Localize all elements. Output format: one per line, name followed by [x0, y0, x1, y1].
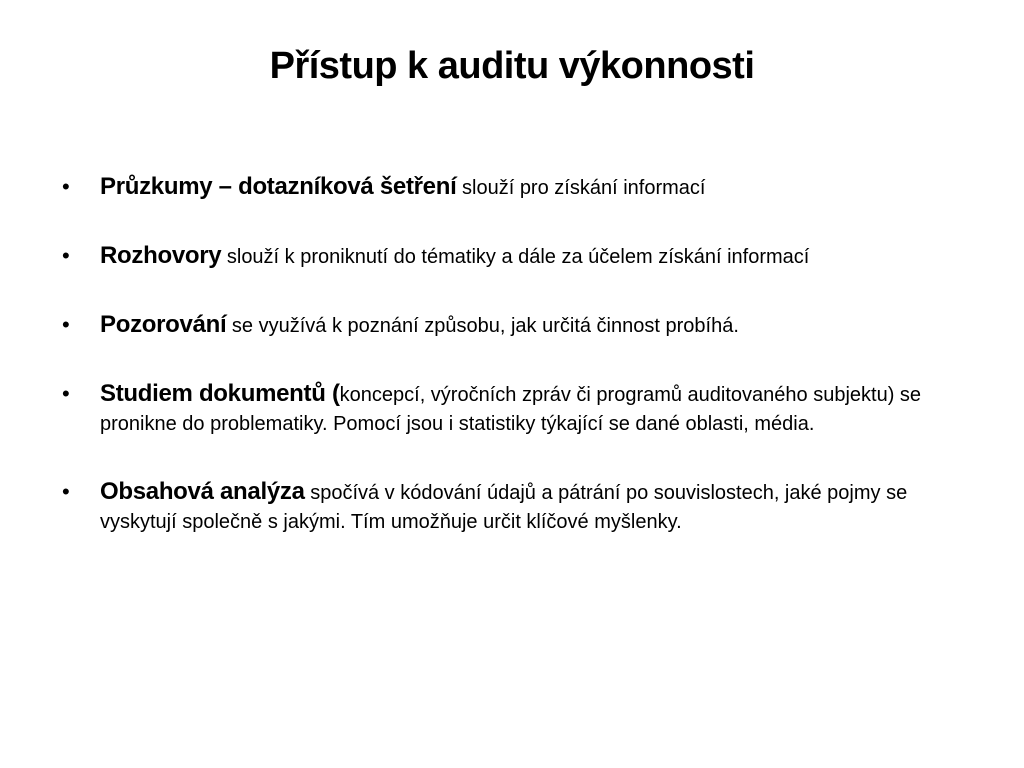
bullet-dot-icon: •: [62, 174, 70, 199]
bullet-list: [62, 172, 942, 575]
bullet-term: Studiem dokumentů (: [100, 380, 340, 407]
bullet-item-interviews: [62, 241, 942, 272]
bullet-description: koncepcí, výročních zpráv či programů auditovaného subjektu) se pronikne do problematiky. Pomocí jsou i statistiky týkající se dané oblasti, média.: [100, 384, 922, 435]
slide-title: Přístup k auditu výkonnosti: [269, 45, 755, 87]
bullet-dot-icon: •: [62, 381, 70, 406]
bullet-description: se využívá k poznání způsobu, jak určitá činnost probíhá.: [226, 315, 739, 337]
bullet-item-document-study: [62, 379, 942, 439]
bullet-dot-icon: •: [62, 312, 70, 337]
bullet-term: Průzkumy – dotazníková šetření: [100, 173, 457, 200]
bullet-term: Pozorování: [100, 311, 227, 338]
bullet-dot-icon: •: [62, 243, 70, 268]
bullet-description: spočívá v kódování údajů a pátrání po souvislostech, jaké pojmy se vyskytují společně s jakými. Tím umožňuje určit klíčové myšlenky.: [100, 482, 908, 533]
bullet-term: Obsahová analýza: [100, 478, 305, 505]
bullet-description: slouží k proniknutí do tématiky a dále za účelem získání informací: [221, 246, 810, 268]
bullet-dot-icon: •: [62, 479, 70, 504]
bullet-item-surveys: [62, 172, 942, 203]
bullet-term: Rozhovory: [100, 242, 222, 269]
bullet-item-content-analysis: [62, 477, 942, 537]
bullet-description: slouží pro získání informací: [456, 177, 706, 199]
bullet-item-observation: [62, 310, 942, 341]
